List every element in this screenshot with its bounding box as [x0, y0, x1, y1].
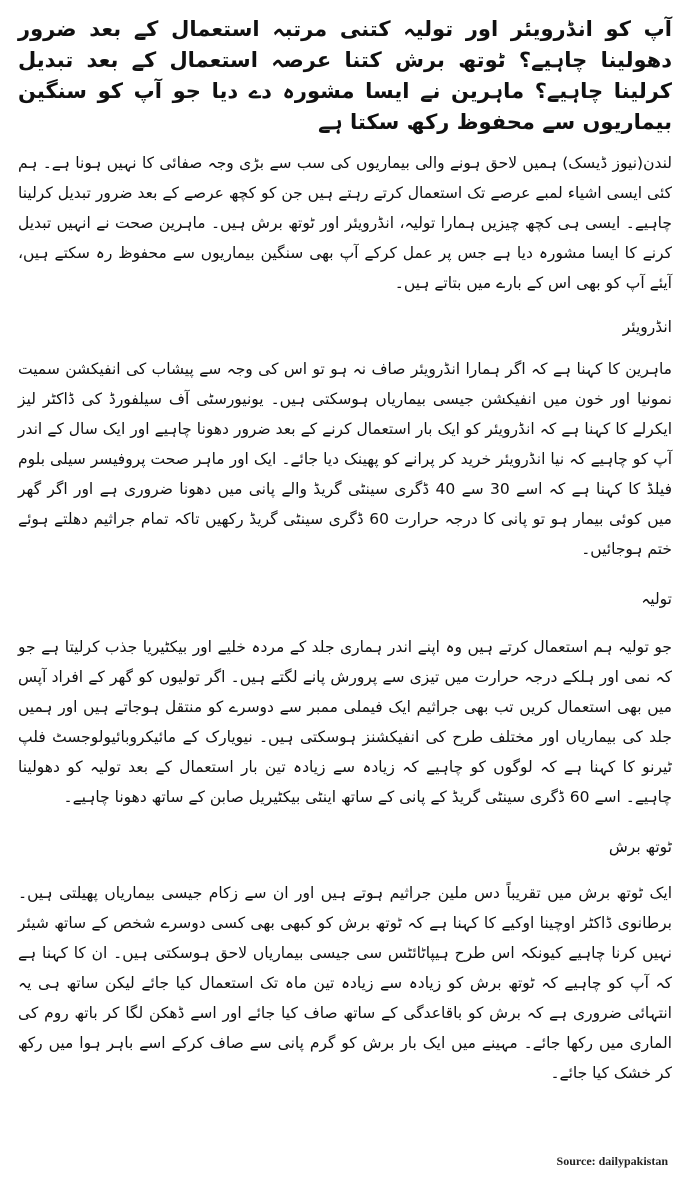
section-heading-underwear: انڈرویئر	[622, 318, 672, 336]
article-intro: لندن(نیوز ڈیسک) ہمیں لاحق ہونے والی بیماریوں کی سب سے بڑی وجہ صفائی کا نہیں ہونا ہے۔ ہم کئی ایسی اشیاء لمبے عرصے تک استعمال کرتے رہتے ہیں جن کو کچھ عرصے کے بعد ضرور تبدیل کرلینا چاہیے۔ ایسی ہی کچھ چیزیں ہمارا تولیہ، انڈرویئر اور ٹوتھ برش ہیں۔ ماہرین صحت نے انہیں تبدیل کرنے کا ایسا مشورہ دیا ہے جس پر عمل کرکے آپ بھی سنگین بیماریوں سے محفوظ رہ سکتے ہیں، آیئے آپ کو بھی اس کے بارے میں بتاتے ہیں۔	[18, 154, 672, 292]
section-body-toothbrush: ایک ٹوتھ برش میں تقریباً دس ملین جراثیم ہوتے ہیں اور ان سے زکام جیسی بیماریاں پھیلتی ہیں۔ برطانوی ڈاکٹر اوچینا اوکیے کا کہنا ہے کہ ٹوتھ برش کو کبھی بھی کسی دوسرے شخص کے ساتھ شیئر نہیں کرنا چاہیے کیونکہ اس طرح ہیپاٹائٹس سی جیسی بیماریاں لاحق ہوسکتی ہیں۔ ان کا کہنا ہے کہ آپ کو چاہیے کہ ٹوتھ برش کو زیادہ سے زیادہ تین ماہ تک استعمال کیا جائے لیکن ساتھ ہی یہ انتہائی ضروری ہے کہ برش کو باقاعدگی کے ساتھ صاف کیا جائے اور اسے ڈھکن لگا کر باتھ روم کی الماری میں رکھا جائے۔ مہینے میں ایک بار برش کو گرم پانی سے صاف کرکے اسے باہر ہوا میں رکھ کر خشک کیا جائے۔	[18, 884, 672, 1082]
section-heading-toothbrush: ٹوتھ برش	[608, 838, 672, 856]
section-heading-towel: تولیہ	[641, 590, 672, 608]
source-credit: Source: dailypakistan	[556, 1154, 668, 1168]
section-body-underwear: ماہرین کا کہنا ہے کہ اگر ہمارا انڈرویئر صاف نہ ہو تو اس کی وجہ سے پیشاب کی انفیکشن سمیت نمونیا اور خون میں انفیکشن جیسی بیماریاں ہوسکتی ہیں۔ یونیورسٹی آف سیلفورڈ کی ڈاکٹر لیز ایکرلے کا کہنا ہے کہ انڈرویئر کو ایک بار استعمال کرنے کے بعد ضرور دھونا چاہیے اور ایک سال کے اندر آپ کو چاہیے کہ نیا انڈرویئر خرید کر پرانے کو پھینک دیا جائے۔ ایک اور ماہر صحت پروفیسر سیلی بلوم فیلڈ کا کہنا ہے کہ اسے 30 سے 40 ڈگری سینٹی گریڈ والے پانی میں دھونا ضروری ہے اور اگر گھر میں کوئی بیمار ہو تو پانی کا درجہ حرارت 60 ڈگری سینٹی گریڈ رکھیں تاکہ تمام جراثیم دھلتے ہوئے ختم ہوجائیں۔	[18, 360, 672, 558]
section-body-towel: جو تولیہ ہم استعمال کرتے ہیں وہ اپنے اندر ہماری جلد کے مردہ خلیے اور بیکٹیریا جذب کرلیتا ہے جو کہ نمی اور ہلکے درجہ حرارت میں تیزی سے پرورش پانے لگتے ہیں۔ اگر تولیوں کو گھر کے افراد آپس میں بھی استعمال کریں تب بھی جراثیم ایک فیملی ممبر سے دوسرے کو منتقل ہوجاتے ہیں اور ہمیں جلد کی بیماریاں اور مختلف طرح کی انفیکشنز ہوسکتی ہیں۔ نیویارک کے مائیکروبائیولوجسٹ فلپ ٹیرنو کا کہنا ہے کہ لوگوں کو چاہیے کہ زیادہ سے زیادہ تین بار استعمال کے بعد تولیہ کو دھولینا چاہیے۔ اسے 60 ڈگری سینٹی گریڈ کے پانی کے ساتھ اینٹی بیکٹیریل صابن کے ساتھ دھونا چاہیے۔	[18, 638, 672, 806]
article-headline: آپ کو انڈرویئر اور تولیہ کتنی مرتبہ استعمال کے بعد ضرور دھولینا چاہیے؟ ٹوتھ برش کتنا عرصہ استعمال کے بعد تبدیل کرلینا چاہیے؟ ماہرین نے ایسا مشورہ دے دیا جو آپ کو سنگین بیماریوں سے محفوظ رکھ سکتا ہے	[18, 17, 672, 134]
